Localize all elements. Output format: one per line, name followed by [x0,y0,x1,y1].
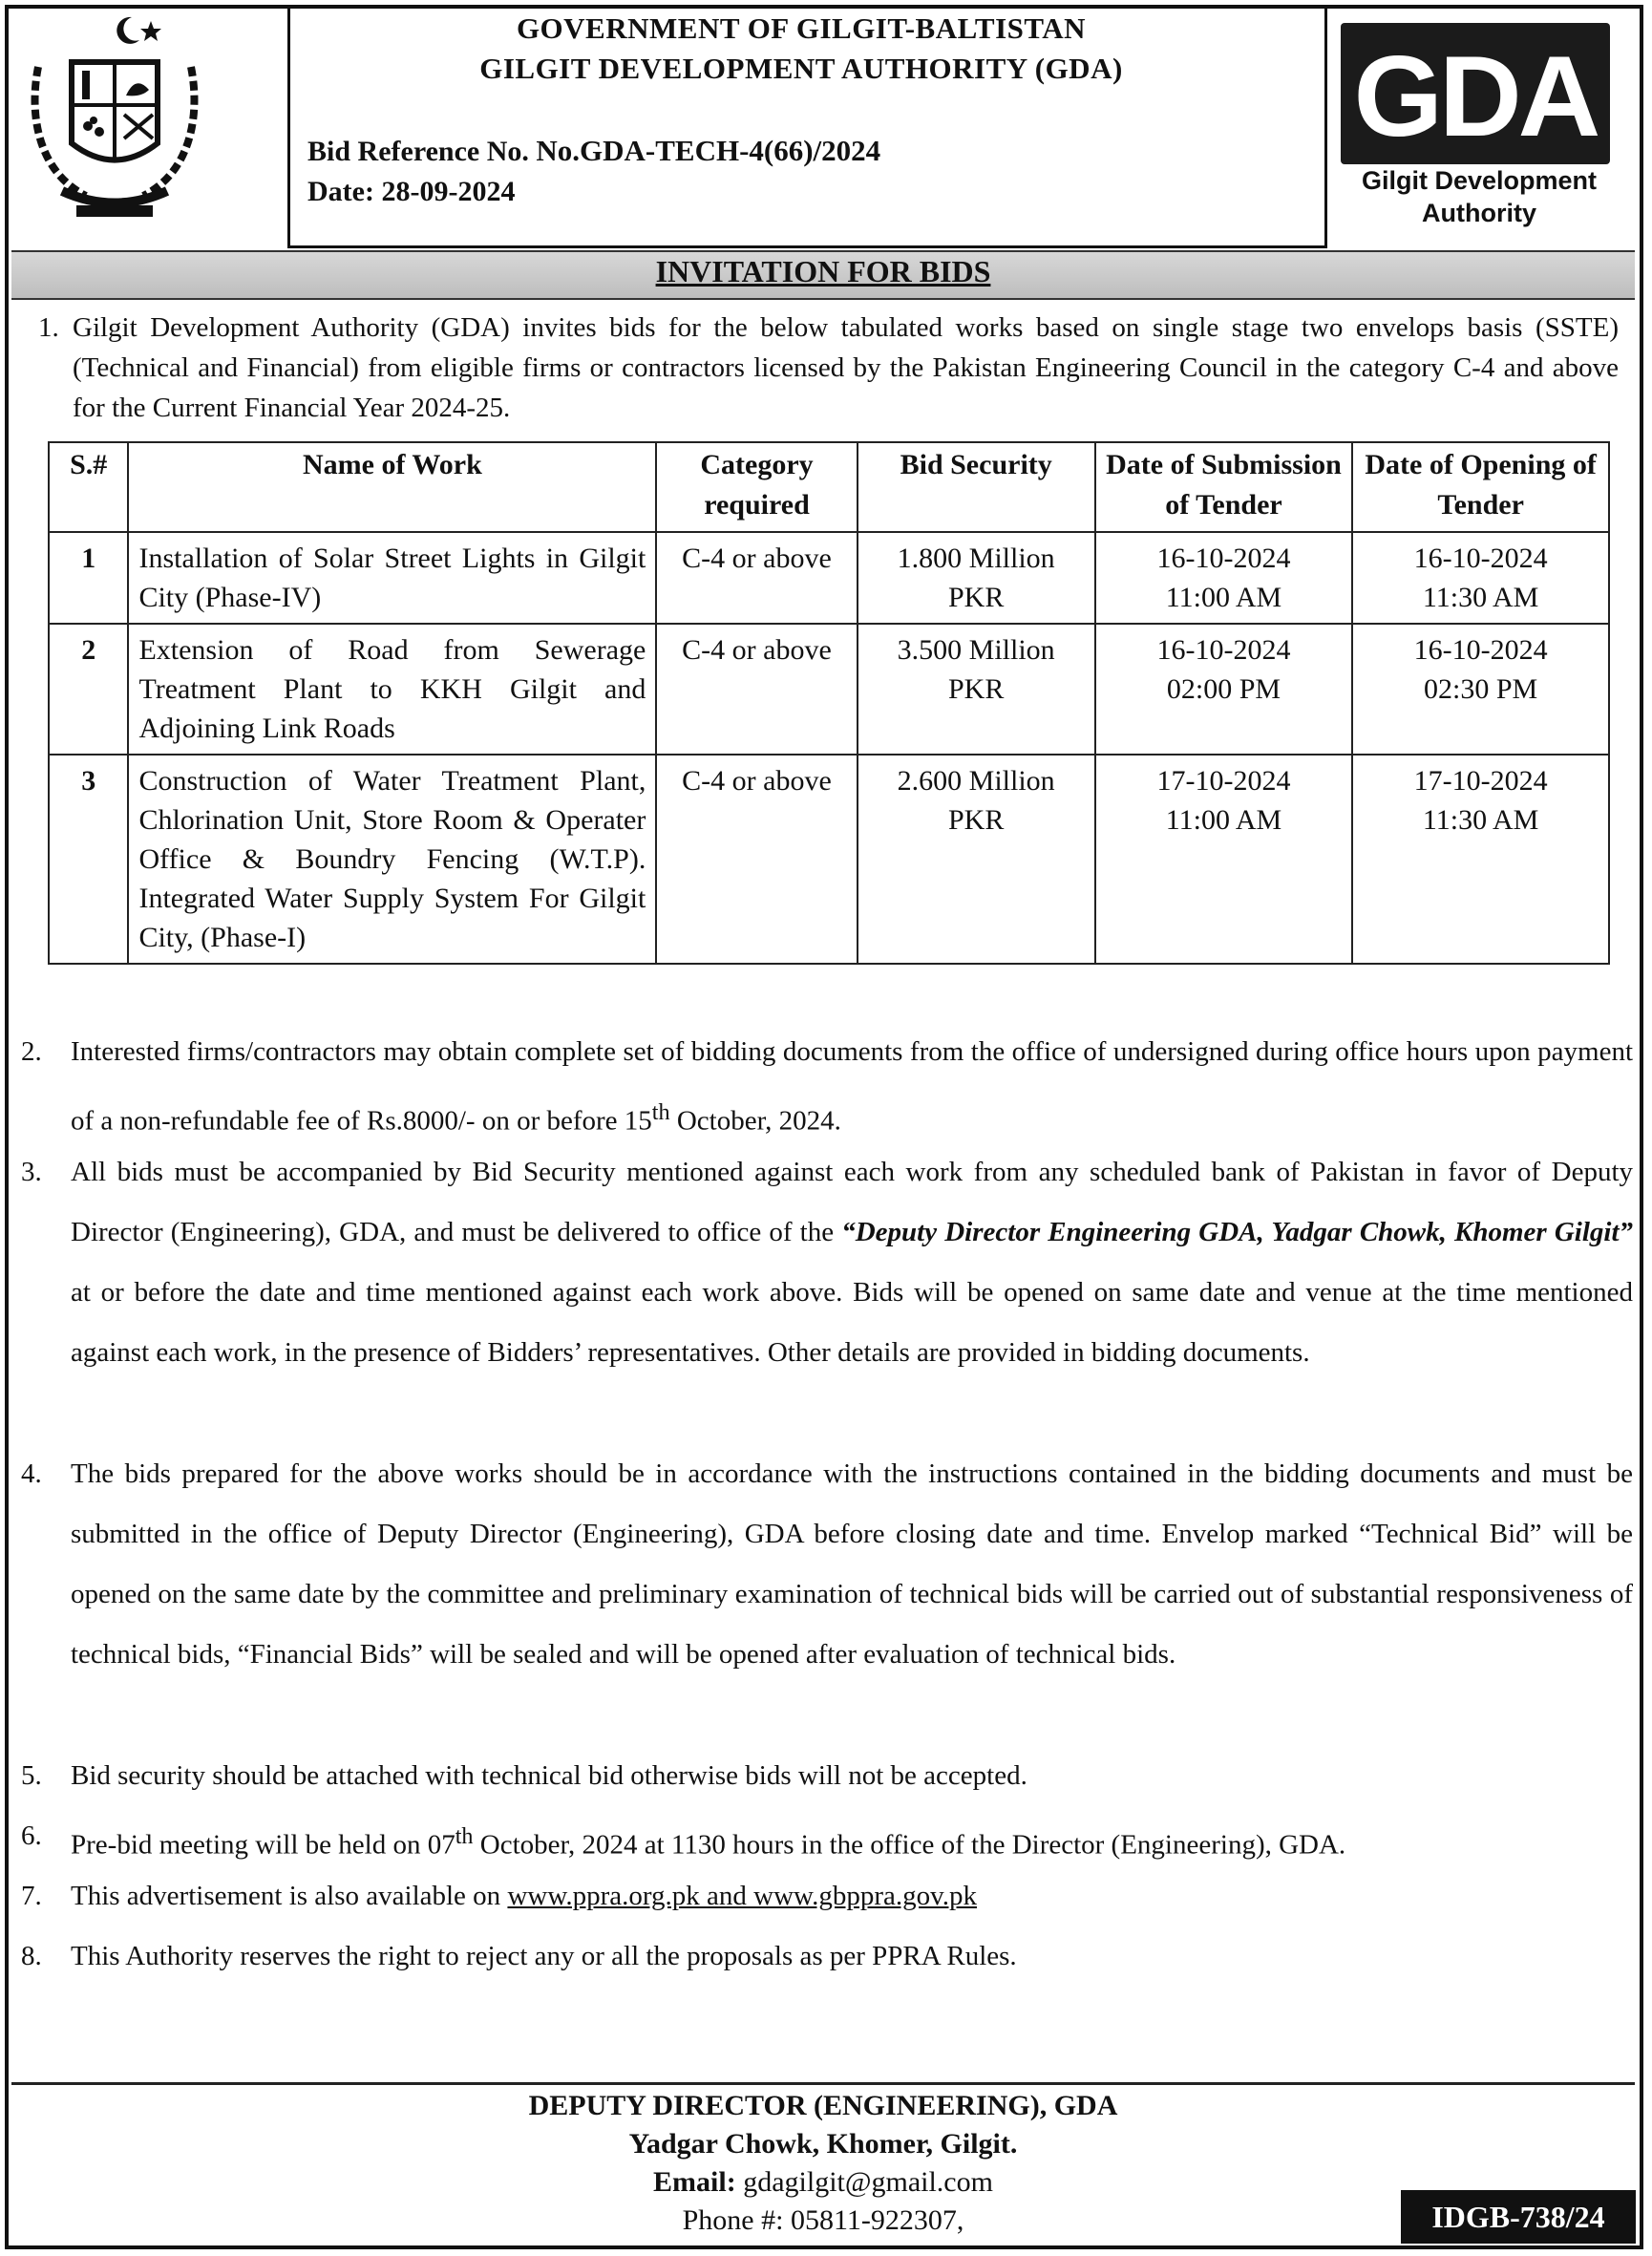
opening-date: 16-10-2024 [1413,543,1548,574]
paragraph-5 [21,1746,1633,1806]
date-value: 28-09-2024 [381,176,516,207]
header-work: Name of Work [128,442,656,532]
para-text: Bid security should be attached with technical bid otherwise bids will not be accepted. [71,1760,1027,1791]
table-row [49,755,1609,964]
para-number: 7. [21,1881,42,1911]
cell-sn: 3 [49,755,128,964]
cell-sn: 2 [49,624,128,755]
cell-category: C-4 or above [656,532,857,624]
submission-time: 11:00 AM [1165,582,1282,613]
opening-time: 02:30 PM [1424,673,1538,705]
gda-logo-caption [1324,164,1635,229]
paragraph-2 [21,1022,1633,1152]
website-links[interactable]: www.ppra.org.pk and www.gbppra.gov.pk [507,1881,978,1911]
paragraph-3 [21,1142,1633,1383]
opening-date: 17-10-2024 [1413,765,1548,797]
signature-address: Yadgar Chowk, Khomer, Gilgit. [628,2128,1018,2160]
para-number: 5. [21,1760,42,1791]
bid-ref-label: Bid Reference No. [307,136,529,167]
cell-work: Construction of Water Treatment Plant, Chlorination Unit, Store Room & Operater Office & Boundry Fencing (W.T.P). Integrated Water Supply System For Gilgit City, (Phase-I) [128,755,656,964]
cell-submission [1095,755,1353,964]
paragraph-4 [21,1444,1633,1685]
para-text: The bids prepared for the above works should be in accordance with the instructions contained in the bidding documents and must be submitted in the office of Deputy Director (Engineering), GDA before closing date and time. Envelop marked “Technical Bid” will be opened on the same date by the committee and preliminary examination of technical bids will be carried out of substantial responsiveness of technical bids, “Financial Bids” will be sealed and will be opened after evaluation of technical bids. [71,1458,1633,1670]
paragraph-1 [38,308,1619,428]
security-amount: 3.500 Million [897,634,1055,666]
gda-logo-icon [1341,23,1610,164]
cell-work: Extension of Road from Sewerage Treatment Plant to KKH Gilgit and Adjoining Link Roads [128,624,656,755]
gda-logo-text: GDA [1353,32,1598,160]
paragraph-6 [21,1806,1633,1876]
cell-sn: 1 [49,532,128,624]
cell-security [858,532,1095,624]
org-line-2: GILGIT DEVELOPMENT AUTHORITY (GDA) [479,52,1123,85]
para-number: 6. [21,1820,42,1851]
cell-category: C-4 or above [656,755,857,964]
cell-opening [1352,755,1609,964]
para-text: This Authority reserves the right to reject any or all the proposals as per PPRA Rules. [71,1941,1017,1971]
header-security: Bid Security [858,442,1095,532]
header-category: Category required [656,442,857,532]
cell-category: C-4 or above [656,624,857,755]
para-number: 1. [38,312,59,343]
signature-email: Email: gdagilgit@gmail.com [653,2166,993,2198]
bid-reference [307,134,880,168]
signature-phone: Phone #: 05811-922307, [682,2204,964,2236]
opening-time: 11:30 AM [1422,804,1539,836]
para-text: This advertisement is also available on www.ppra.org.pk and www.gbppra.gov.pk [71,1881,978,1911]
security-currency: PKR [948,582,1005,613]
org-line-1: GOVERNMENT OF GILGIT-BALTISTAN [516,11,1087,45]
cell-submission [1095,624,1353,755]
cell-opening [1352,532,1609,624]
cell-security [858,624,1095,755]
security-amount: 1.800 Million [897,543,1055,574]
table-header-row [49,442,1609,532]
security-amount: 2.600 Million [897,765,1055,797]
security-currency: PKR [948,673,1005,705]
gda-logo [1341,23,1610,164]
para-number: 8. [21,1941,42,1971]
submission-date: 16-10-2024 [1156,543,1291,574]
gda-caption-line1: Gilgit Development [1361,166,1598,195]
email-link[interactable]: gdagilgit@gmail.com [743,2166,993,2198]
paragraph-8 [21,1926,1633,1987]
para-number: 3. [21,1157,42,1187]
opening-date: 16-10-2024 [1413,634,1548,666]
document-title: INVITATION FOR BIDS [655,254,991,288]
para-number: 4. [21,1458,42,1489]
signature-divider [11,2082,1635,2085]
submission-date: 16-10-2024 [1156,634,1291,666]
gda-caption-line2: Authority [1422,199,1536,227]
para-text: All bids must be accompanied by Bid Security mentioned against each work from any scheduled bank of Pakistan in favor of Deputy Director (Engineering), GDA, and must be delivered to office of the “Deputy Director Engineering GDA, Yadgar Chowk, Khomer Gilgit” at or before the date and time mentioned against each work above. Bids will be opened on same date and venue at the time mentioned against each work, in the presence of Bidders’ representatives. Other details are provided in bidding documents. [71,1157,1634,1368]
table-row [49,532,1609,624]
security-currency: PKR [948,804,1005,836]
header-submission: Date of Submission of Tender [1095,442,1353,532]
bid-date [307,176,515,208]
cell-opening [1352,624,1609,755]
para-text: Pre-bid meeting will be held on 07th October, 2024 at 1130 hours in the office of the Director (Engineering), GDA. [71,1823,1346,1861]
submission-date: 17-10-2024 [1156,765,1291,797]
signature-title: DEPUTY DIRECTOR (ENGINEERING), GDA [528,2090,1118,2121]
submission-time: 02:00 PM [1166,673,1281,705]
cell-submission [1095,532,1353,624]
para-number: 2. [21,1036,42,1067]
works-table [48,441,1610,965]
cell-work: Installation of Solar Street Lights in Gilgit City (Phase-IV) [128,532,656,624]
para-text: Gilgit Development Authority (GDA) invites bids for the below tabulated works based on single stage two envelops basis (SSTE) (Technical and Financial) from eligible firms or contractors licensed by the Pakistan Engineering Council in the category C-4 and above for the Current Financial Year 2024-25. [73,312,1619,423]
table-row [49,624,1609,755]
cell-security [858,755,1095,964]
submission-time: 11:00 AM [1165,804,1282,836]
header-opening: Date of Opening of Tender [1352,442,1609,532]
opening-time: 11:30 AM [1422,582,1539,613]
delivery-address: “Deputy Director Engineering GDA, Yadgar Chowk, Khomer Gilgit” [841,1217,1634,1247]
para-text: Interested firms/contractors may obtain complete set of bidding documents from the office of undersigned during office hours upon payment of a non-refundable fee of Rs.8000/- on or before 15th October, 2024. [71,1036,1633,1137]
government-emblem-icon [19,10,210,239]
header-sn: S.# [49,442,128,532]
paragraph-7 [21,1866,1633,1926]
date-label: Date: [307,176,374,207]
ad-code-badge: IDGB-738/24 [1401,2190,1636,2244]
bid-ref-value: No.GDA-TECH-4(66)/2024 [536,134,881,167]
